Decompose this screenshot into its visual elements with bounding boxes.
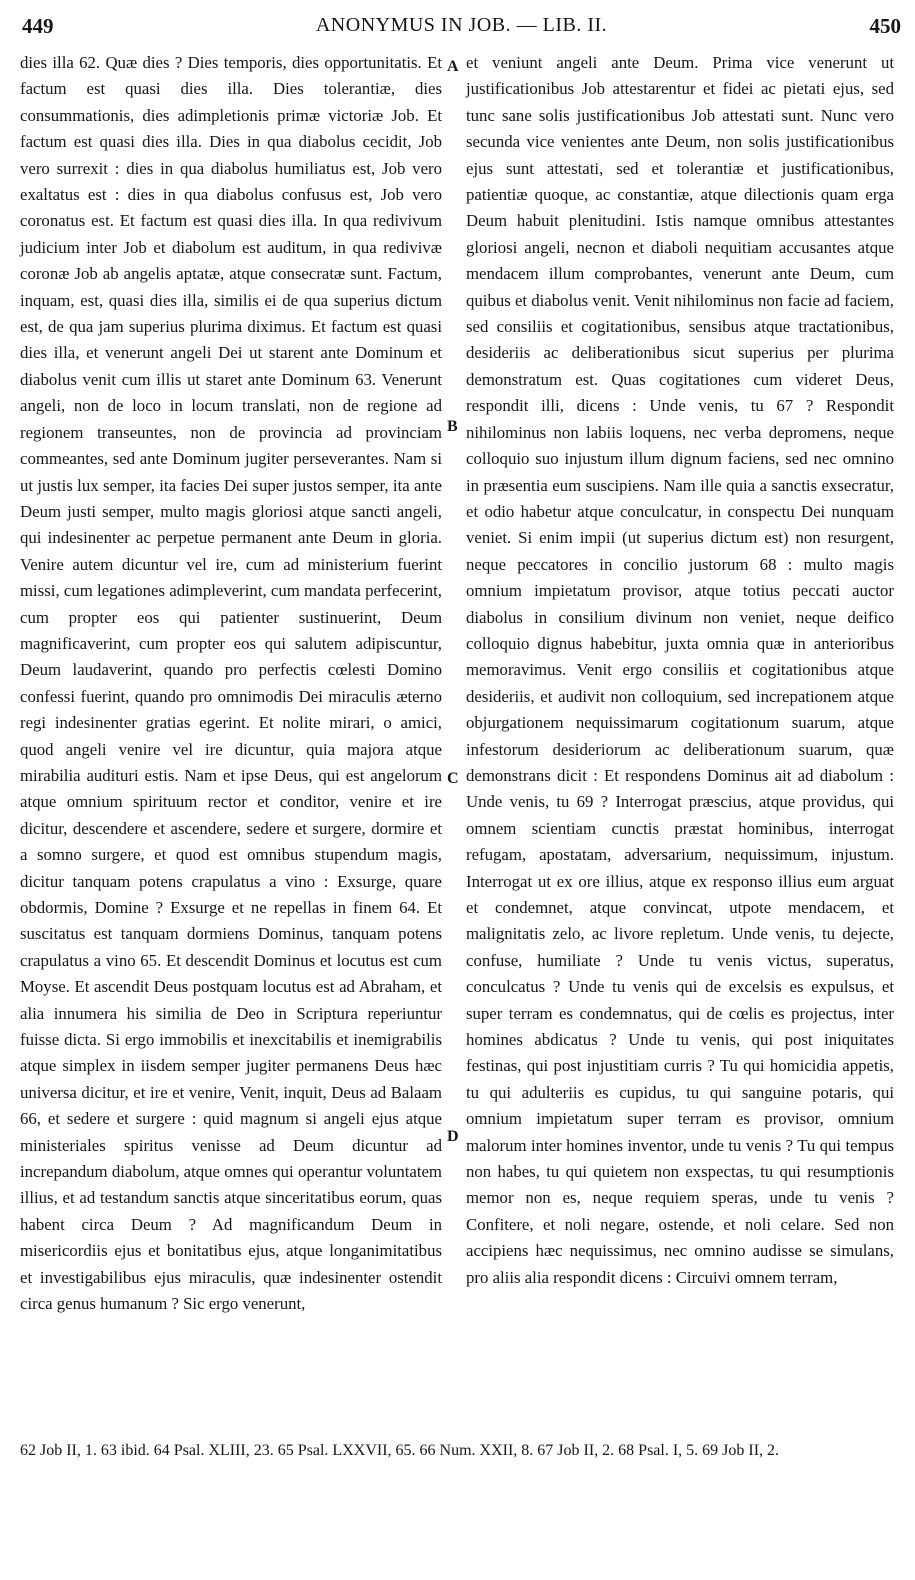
- right-column-text: et veniunt angeli ante Deum. Prima vice venerunt ut justificationibus Job attestarentur et fidei ac pietati ejus, sed tunc sane solis justificationibus Job attestati sunt. Nunc vero secunda vice venientes ante Deum, non solis justificationibus ejus sunt attestati, sed et tolerantiæ et justificationibus, patientiæ quoque, ac constantiæ, atque dilectionis quam erga Deum habuit plenitudini. Istis namque omnibus attestantes gloriosi angeli, necnon et diaboli nequitiam accusantes atque mendacem illum comprobantes, venerunt ante Deum, cum quibus et diabolus venit. Venit nihilominus non facie ad faciem, sed consiliis et cogitationibus, sensibus atque tractationibus, desideriis ac deliberationibus sicut superius per plurima demonstratum est. Quas cogitationes cum videret Deus, respondit illi, dicens : Unde venis, tu 67 ? Respondit nihilominus non labiis loquens, nec verba depromens, neque colloquio suo injustum illum dignum faciens, sed nec omnino in præsentia eum suscipiens. Nam ille quia a sanctis exsecratur, et odio habetur atque conculcatur, in conspectu Dei nunquam veniet. Si enim impii (ut superius dictum est) non resurgent, neque peccatores in concilio justorum 68 : multo magis omnium impietatum provisor, atque totius peccati auctor diabolus in consilium divinum non veniet, neque deifico colloquio dignus habebitur, juxta omnia quæ in anterioribus memoravimus. Venit ergo consiliis et cogitationibus atque desideriis, et audivit non colloquium, sed increpationem atque objurgationem nequissimarum cogitationum suarum, atque infestorum desideriorum ac deliberationum suarum, quæ demonstrans dicit : Et respondens Dominus ait ad diabolum : Unde venis, tu 69 ? Interrogat præscius, atque providus, qui omnem scientiam cunctis præstat hominibus, interrogat refugam, apostatam, adversarium, nequissimum, injustum. Interrogat ut ex ore illius, atque ex responso illius eum arguat et condemnet, atque convincat, utpote mendacem, et malignitatis zelo, ac livore repletum. Unde venis, tu dejecte, confuse, humiliate ? Unde tu venis victus, superatus, conculcatus ? Unde tu venis qui de excelsis es expulsus, et super terram es condemnatus, qui de cœlis es projectus, inter homines abdicatus ? Unde tu venis, qui post iniquitates festinas, qui post injustitiam curris ? Tu qui homicidia appetis, tu qui adulteriis es cupidus, tu qui sanguine potaris, qui omnium impietatum super terram es provisor, omnium malorum inter homines inventor, unde tu venis ? Tu qui tempus non habes, tu qui quietem non exspectas, tu qui resumptionis memor non es, neque requiem speras, unde tu venis ? Confitere, et noli negare, ostende, et noli celare. Sed non accipiens hæc nequissimus, nec omnino audisse se simulans, pro aliis alia respondit dicens : Circuivi omnem terram,: [466, 53, 894, 1287]
- footnotes: 62 Job II, 1. 63 ibid. 64 Psal. XLIII, 23. 65 Psal. LXXVII, 65. 66 Num. XXII, 8. 67 Job II, 2. 68 Psal. I, 5. 69 Job II, 2.: [20, 1442, 780, 1459]
- margin-letter-b: B: [447, 418, 458, 435]
- left-column-text: dies illa 62. Quæ dies ? Dies temporis, dies opportunitatis. Et factum est quasi dies illa. Dies tolerantiæ, dies consummationis, dies adimpletionis primæ victoriæ Job. Et factum est quasi dies illa. Dies in qua diabolus cecidit, Job vero surrexit : dies in qua diabolus humiliatus est, Job vero exaltatus est : dies in qua diabolus confusus est, Job vero coronatus est. Et factum est quasi dies illa. In qua redivivum judicium inter Job et diabolum est auditum, in qua redivivæ coronæ Job ab angelis aptatæ, atque consecratæ sunt. Factum, inquam, est, quasi dies illa, similis ei de qua superius dictum est, de qua jam superius plurima diximus. Et factum est quasi dies illa, et venerunt angeli Dei ut starent ante Dominum et diabolus venit cum illis ut staret ante Dominum 63. Venerunt angeli, non de loco in locum translati, non de regione ad regionem transeuntes, non de provincia ad provinciam commeantes, sed ante Dominum jugiter perseverantes. Nam si ut justis lux semper, ita facies Dei super justos semper, ita ante Deum justi semper, multo magis gloriosi atque sancti angeli, qui indesinenter ac perpetue permanent ante Deum in gloria. Venire autem dicuntur vel ire, cum ad ministerium fuerint missi, cum legationes adimpleverint, cum mandata perfecerint, cum propter eos qui patienter sustinuerint, Deum magnificaverint, cum propter eos qui salutem adipiscuntur, Deum laudaverint, quando pro perfectis cœlesti Domino confessi fuerint, quando pro omnimodis Dei miraculis æterno regi indesinenter gratias egerint. Et nolite mirari, o amici, quod angeli venire vel ire dicuntur, quia majora atque mirabilia audituri estis. Nam et ipse Deus, qui est angelorum atque omnium spirituum rector et conditor, venire et ire dicitur, descendere et ascendere, sedere et surgere, dormire et a somno surgere, et quod est omnibus stupendum magis, dicitur tanquam potens crapulatus a vino : Exsurge, quare obdormis, Domine ? Exsurge et ne repellas in finem 64. Et suscitatus est tanquam dormiens Dominus, tanquam potens crapulatus a vino 65. Et descendit Dominus et locutus est cum Moyse. Et ascendit Deus postquam locutus est ad Abraham, et alia innumera his similia de Deo in Scriptura reperiuntur fuisse dicta. Si ergo immobilis et inexcitabilis et inemigrabilis atque simplex in iisdem semper jugiter permanens Deus hæc universa dicitur, et ire et venire, Venit, inquit, Deus ad Balaam 66, et sedere et surgere : quid magnum si angeli ejus atque ministeriales spiritus venisse ad Deum dicuntur ad increpandum diabolum, atque omnes qui operantur voluntatem illius, et ad testandum sanctis atque sinceritatibus eorum, quas habent circa Deum ? Ad magnificandum Deum in misericordiis ejus et bonitatibus ejus, atque longanimitatibus et investigabilibus ejus miraculis, quæ indesinenter ostendit circa genus humanum ? Sic ergo venerunt,: [20, 53, 442, 1314]
- running-header: [22, 14, 901, 42]
- page-number-left: 449: [22, 14, 54, 38]
- margin-letter-a: A: [447, 58, 459, 75]
- page-number-right: 450: [869, 14, 901, 38]
- running-title: ANONYMUS IN JOB. — LIB. II.: [315, 14, 608, 36]
- margin-letter-c: C: [447, 770, 459, 787]
- margin-letter-d: D: [447, 1128, 459, 1145]
